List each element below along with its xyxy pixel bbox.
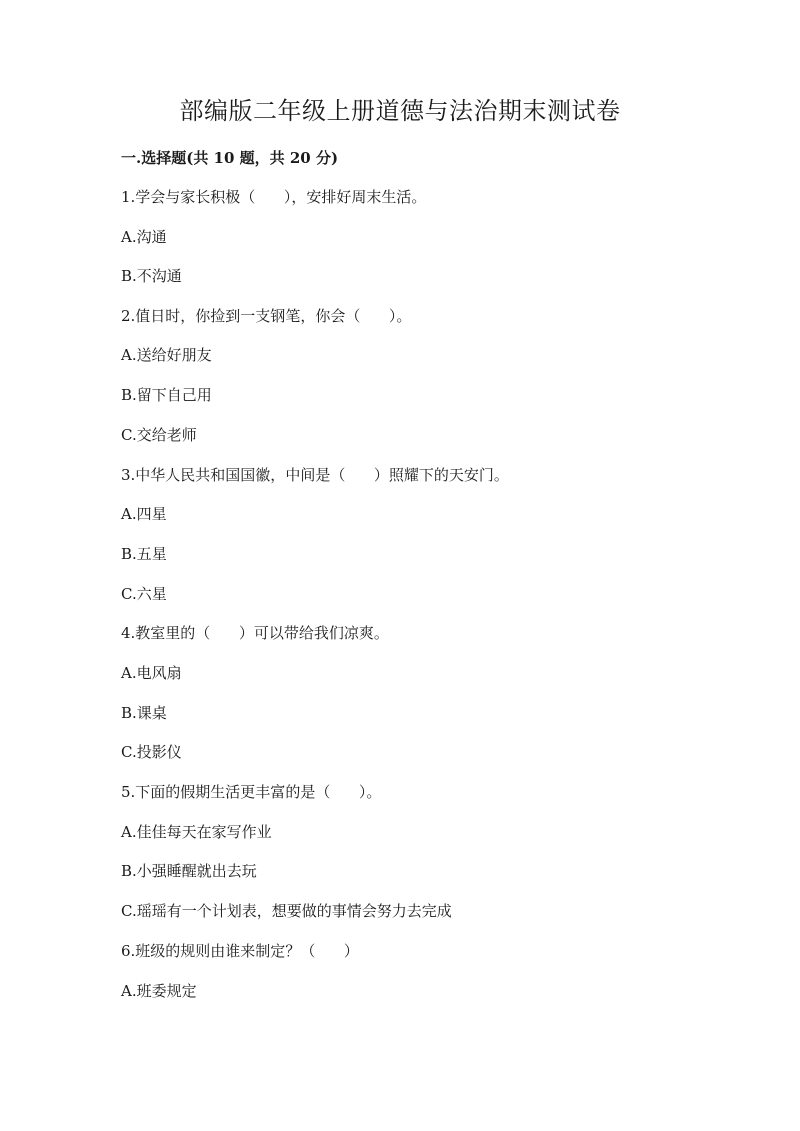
question-3-option-a: A.四星: [121, 505, 167, 523]
question-4-stem: 4.教室里的（ ）可以带给我们凉爽。: [121, 624, 389, 642]
question-3-option-b: B.五星: [121, 545, 167, 563]
question-6-stem: 6.班级的规则由谁来制定？（ ）: [121, 942, 359, 960]
section-heading: 一.选择题(共 10 题，共 20 分): [121, 149, 339, 167]
question-4-option-b: B.课桌: [121, 704, 167, 722]
question-3-stem: 3.中华人民共和国国徽，中间是（ ）照耀下的天安门。: [121, 466, 509, 484]
question-1-stem: 1.学会与家长积极（ ），安排好周末生活。: [121, 188, 427, 206]
question-3-option-c: C.六星: [121, 585, 167, 603]
exam-title: 部编版二年级上册道德与法治期末测试卷: [179, 97, 621, 125]
question-2-option-a: A.送给好朋友: [121, 346, 212, 364]
question-1-option-a: A.沟通: [121, 228, 167, 246]
question-2-option-c: C.交给老师: [121, 426, 197, 444]
question-4-option-c: C.投影仪: [121, 743, 182, 761]
question-1-option-b: B.不沟通: [121, 267, 182, 285]
question-4-option-a: A.电风扇: [121, 664, 182, 682]
question-2-option-b: B.留下自己用: [121, 386, 212, 404]
question-5-option-b: B.小强睡醒就出去玩: [121, 862, 257, 880]
question-6-option-a: A.班委规定: [121, 982, 197, 1000]
question-2-stem: 2.值日时，你捡到一支钢笔，你会（ ）。: [121, 307, 412, 325]
question-5-option-a: A.佳佳每天在家写作业: [121, 823, 272, 841]
question-5-option-c: C.瑶瑶有一个计划表，想要做的事情会努力去完成: [121, 902, 452, 920]
question-5-stem: 5.下面的假期生活更丰富的是（ ）。: [121, 783, 382, 801]
